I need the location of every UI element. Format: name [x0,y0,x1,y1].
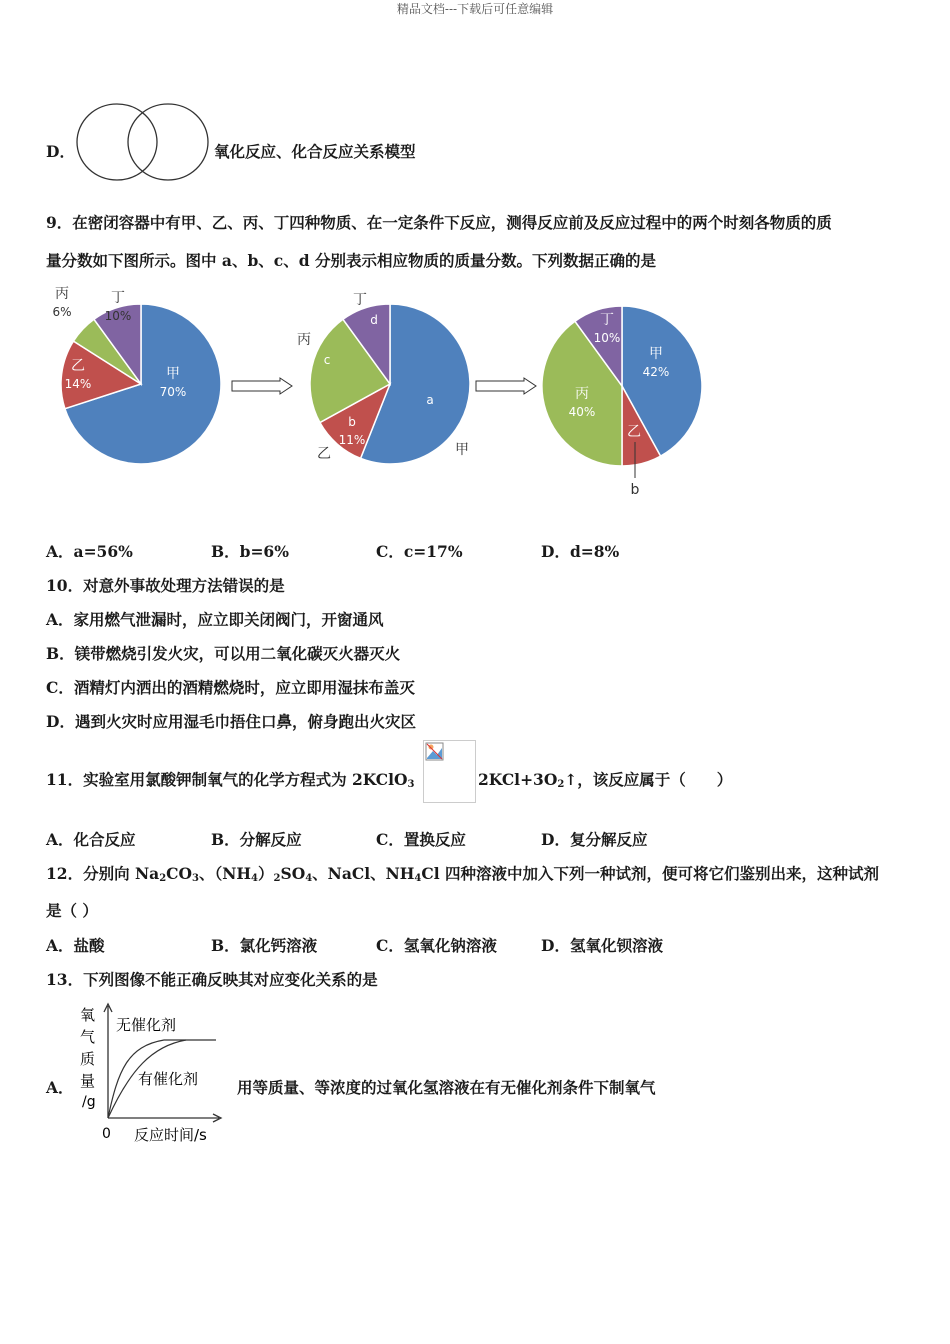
pie1-label-2-0: c [323,353,331,367]
pie1-outer-label-0: 甲 [455,442,469,458]
q9-option-a: A．a=56% [46,542,133,561]
pie1-label-0-0: a [426,393,434,407]
na2co3-sub: 2 [159,873,167,884]
graph-ylabel-1: 气 [80,1028,96,1046]
q9-option-d: D．d=8% [541,542,620,561]
broken-image-placeholder [423,740,476,803]
page-header: 精品文档---下载后可任意编辑 [396,2,554,16]
pie0-label-1-1: 14% [64,377,92,391]
pie2-label-0-0: 甲 [649,346,663,362]
q13-stem: 13．下列图像不能正确反映其对应变化关系的是 [46,970,378,989]
pie0-label-3-0: 丁 [111,290,125,306]
q12-option-c: C．氢氧化钠溶液 [376,936,497,955]
pie0-label-1-0: 乙 [71,358,85,374]
pie2-label-1-0: 乙 [627,424,641,440]
graph-curve1-label: 无催化剂 [116,1016,177,1034]
formula-kcl-o2: 2KCl+3O [478,770,558,789]
pie0-label-0-1: 70% [159,385,187,399]
arrow-1 [232,378,292,394]
pie2-label-2-0: 丙 [575,386,589,402]
pie2-label-2-1: 40% [568,405,596,419]
q11-stem-a: 11．实验室用氯酸钾制氧气的化学方程式为 [46,770,352,789]
pie-chart-middle [297,292,470,464]
q13-graph [74,1000,224,1150]
pie2-outer-label-1: b [630,482,640,498]
nh4-sub: 4 [251,873,259,884]
q10-stem: 10．对意外事故处理方法错误的是 [46,576,285,595]
arrow-2 [476,378,536,394]
so4-sub: 4 [305,873,313,884]
formula-o2-sub: 2 [557,779,565,790]
venn-circle-right [128,104,208,180]
q12-stem-line2: 是（ ） [46,901,98,920]
q11-option-a: A．化合反应 [46,830,136,849]
pie0-label-3-1: 10% [104,309,132,323]
graph-origin: 0 [102,1126,111,1142]
q13-option-a-label: A． [46,1078,74,1097]
q10-option-b: B．镁带燃烧引发火灾，可以用二氧化碳灭火器灭火 [46,644,401,663]
graph-curve2-label: 有催化剂 [138,1070,199,1088]
q12-rest: 、NaCl、NH [312,864,415,883]
q9-option-c: C．c=17% [376,542,463,561]
q9-stem-line1: 9．在密闭容器中有甲、乙、丙、丁四种物质、在一定条件下反应，测得反应前及反应过程中的两个时刻各物质的质 [46,213,832,232]
q11-option-b: B．分解反应 [211,830,302,849]
q11-option-c: C．置换反应 [376,830,466,849]
q11-stem-right [478,768,732,790]
q12-option-a: A．盐酸 [46,936,105,955]
q8-option-d-label: D． [46,142,75,161]
q9-option-b: B．b=6% [211,542,289,561]
q12-option-b: B．氯化钙溶液 [211,936,318,955]
pie1-outer-label-2: 丙 [297,332,311,348]
q11-stem [46,768,415,790]
pie2-label-3-0: 丁 [600,312,614,328]
pie0-label-2-0: 丙 [55,286,69,302]
graph-ylabel-3: 量 [80,1072,96,1090]
q10-option-d: D．遇到火灾时应用湿毛巾捂住口鼻，俯身跑出火灾区 [46,712,416,731]
graph-ylabel-0: 氧 [80,1006,96,1024]
venn-circle-left [77,104,157,180]
q12-option-d: D．氢氧化钡溶液 [541,936,663,955]
formula-kclo3: 2KClO [351,770,408,789]
graph-ylabel-4: /g [82,1094,96,1110]
pie1-outer-label-1: 乙 [317,446,331,462]
graph-ylabel-2: 质 [80,1050,96,1068]
q12-stem-a: 12．分别向 [46,864,135,883]
pie0-label-0-0: 甲 [166,366,180,382]
q9-stem-line2: 量分数如下图所示。图中 a、b、c、d 分别表示相应物质的质量分数。下列数据正确的是 [46,251,656,270]
q10-option-c: C．酒精灯内洒出的酒精燃烧时，应立即用湿抹布盖灭 [46,678,415,697]
q12-stem-line1 [46,862,879,884]
q11-option-d: D．复分解反应 [541,830,648,849]
pie2-label-3-1: 10% [593,331,621,345]
pie-chart-before [52,286,221,464]
pie1-outer-label-3: 丁 [353,292,367,308]
na2co3-a: Na [134,864,160,883]
q8-option-d-caption: 氧化反应、化合反应关系模型 [214,142,416,161]
pie1-label-3-0: d [370,313,378,327]
pie0-label-2-1: 6% [52,305,72,319]
pie-chart-after [542,306,702,498]
q11-stem-b: ↑，该反应属于（ ） [564,770,733,789]
nh4-a: 、（NH [198,864,252,883]
so4-coef-sub: 2 [273,873,281,884]
q10-option-a: A．家用燃气泄漏时，应立即关闭阀门，开窗通风 [46,610,384,629]
q9-pie-charts [40,280,720,510]
q13-option-a-caption: 用等质量、等浓度的过氧化氢溶液在有无催化剂条件下制氧气 [237,1078,656,1097]
nh4cl-sub: 4 [414,873,422,884]
na2co3-b: CO [166,864,192,883]
pie2-label-0-1: 42% [642,365,670,379]
na2co3-sub2: 3 [192,873,199,884]
paren: ） [258,864,274,883]
pie1-label-1-0: b [348,415,356,429]
pie1-label-1-1: 11% [338,433,366,447]
graph-xlabel: 反应时间/s [134,1126,207,1144]
venn-diagram [76,100,212,184]
q12-rest2: Cl 四种溶液中加入下列一种试剂，便可将它们鉴别出来，这种试剂 [421,864,880,883]
broken-image-icon [425,742,445,762]
formula-kclo3-sub: 3 [407,779,415,790]
so4: SO [280,864,306,883]
